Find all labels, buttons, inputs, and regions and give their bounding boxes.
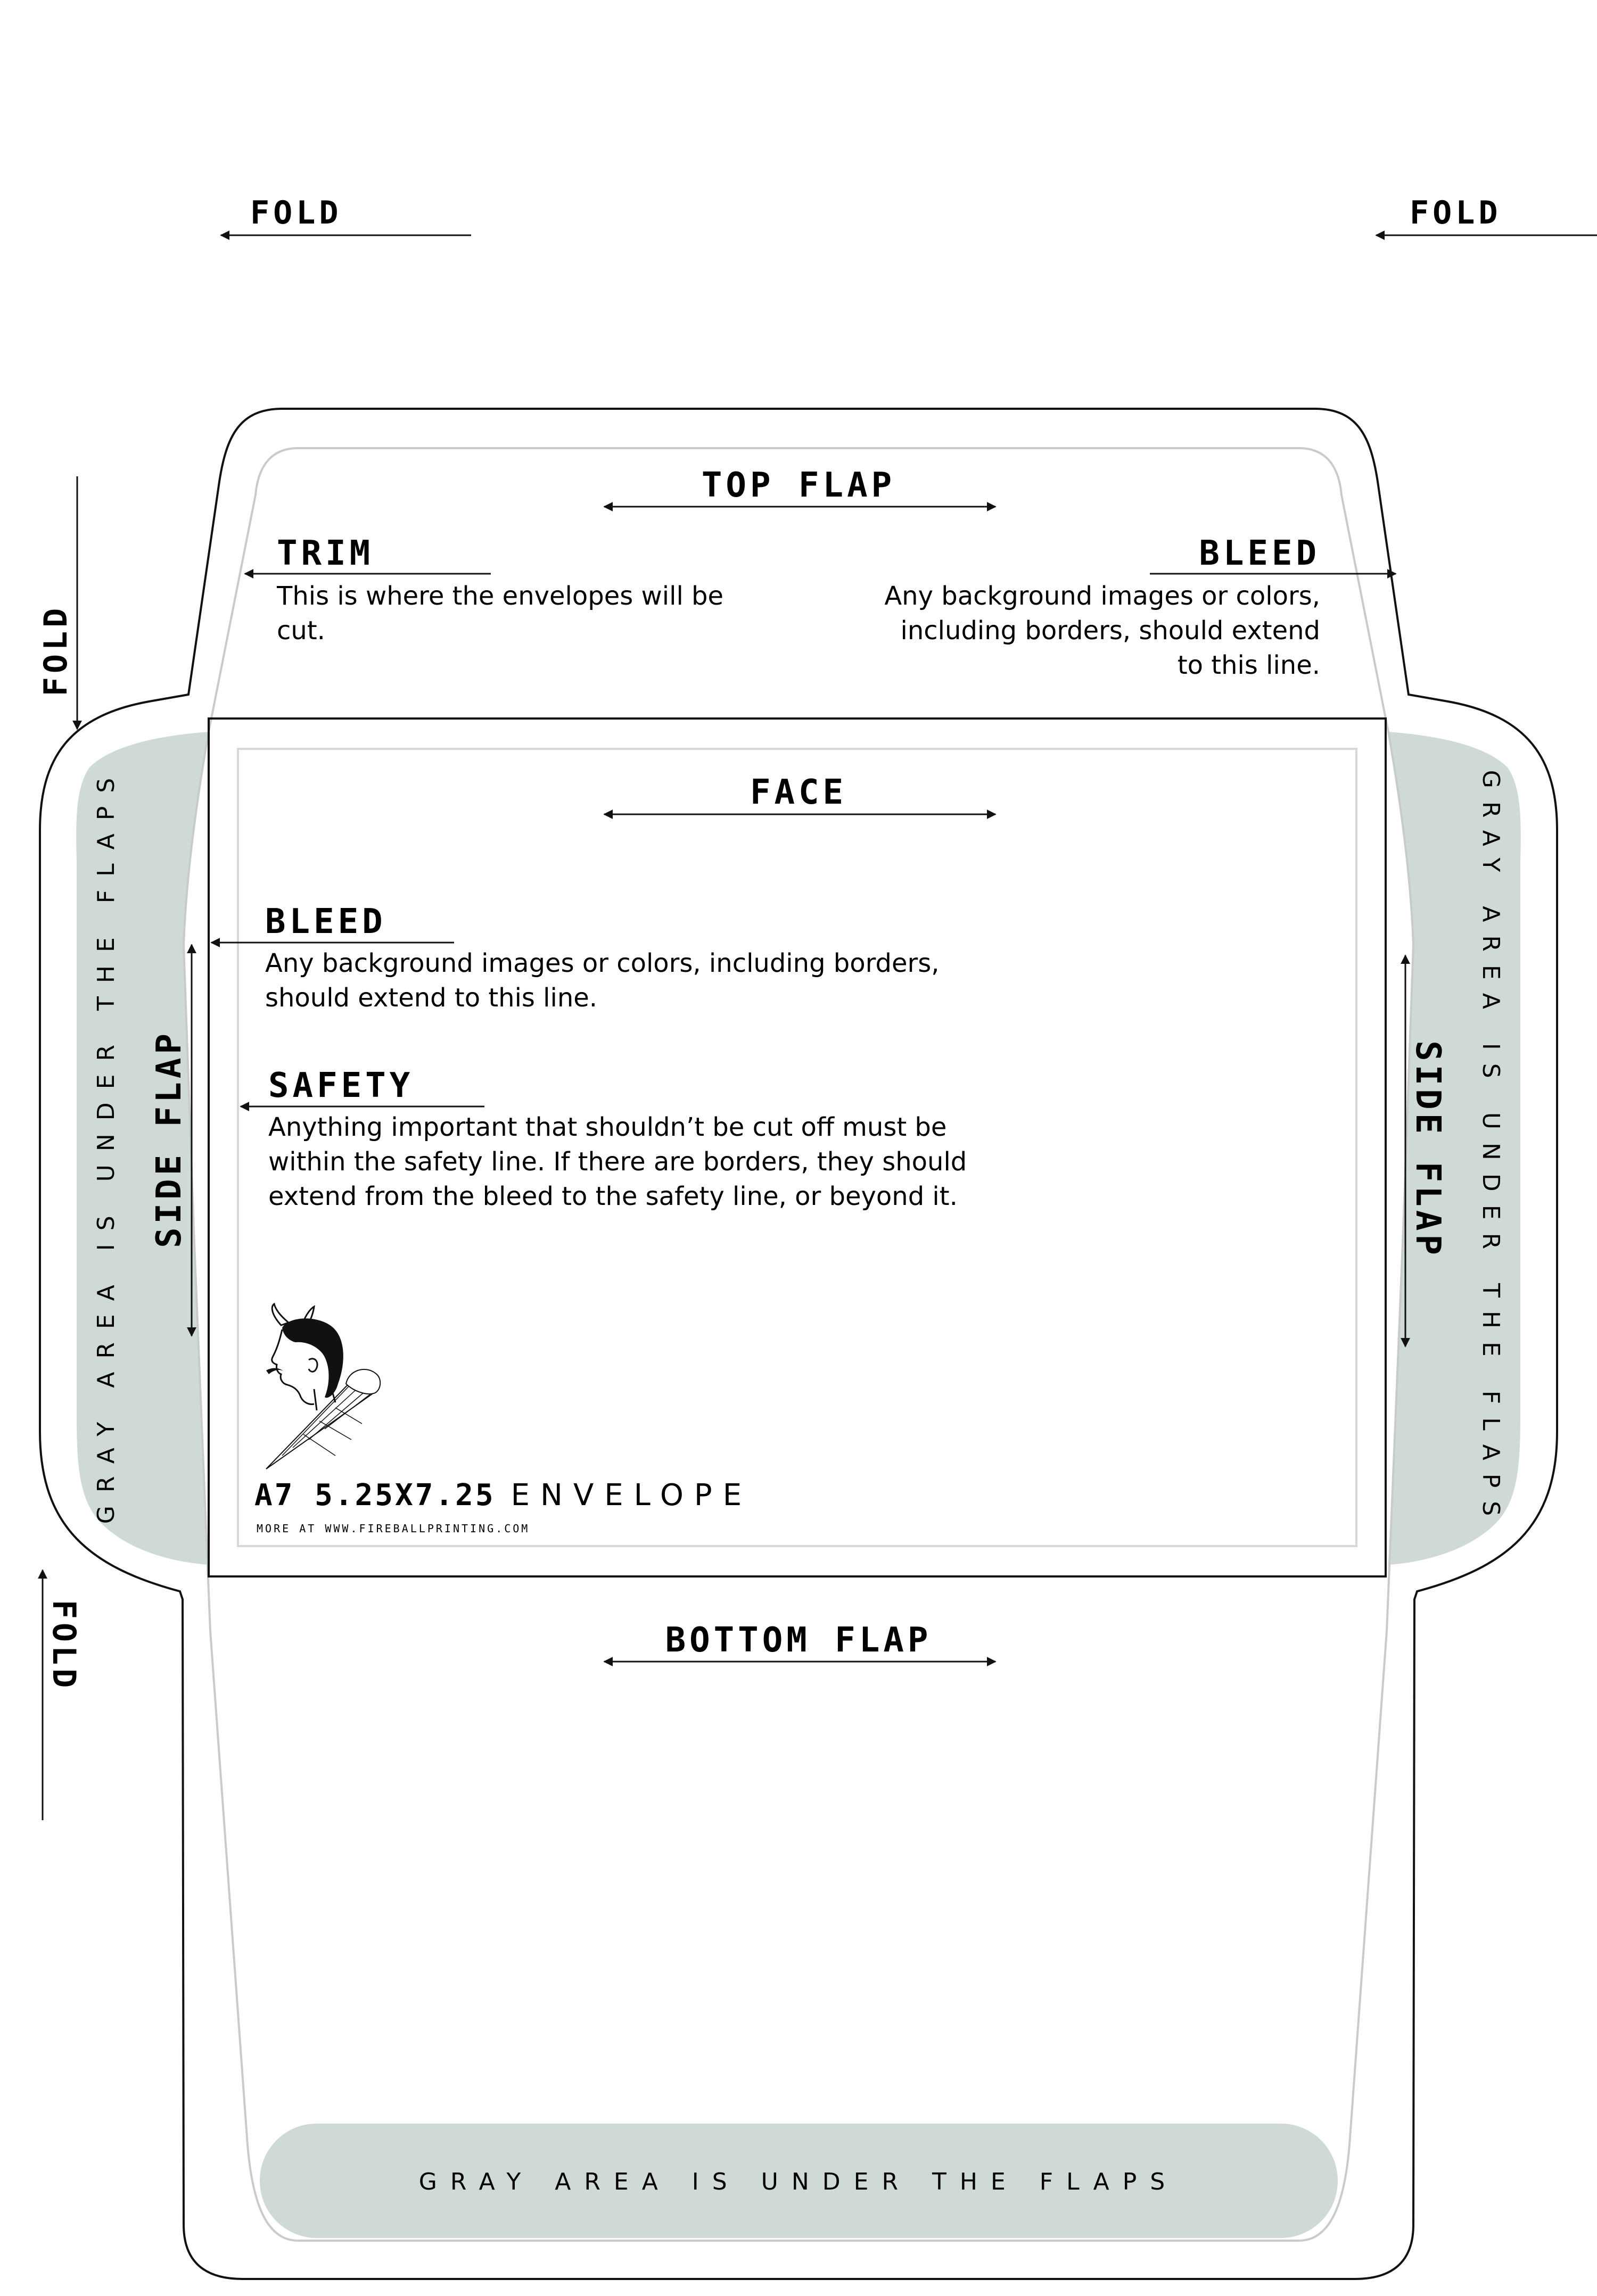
bottom-gray-area-note: GRAY AREA IS UNDER THE FLAPS <box>418 2168 1179 2195</box>
top-flap-title: TOP FLAP <box>701 466 896 505</box>
left-gray-area-note: GRAY AREA IS UNDER THE FLAPS <box>93 764 120 1524</box>
trim-line <box>37 409 1557 2279</box>
fold-label-top-left: FOLD <box>250 194 342 232</box>
devil-man-logo-icon <box>266 1304 380 1469</box>
product-size: A7 5.25X7.25 <box>254 1478 496 1513</box>
trim-title: TRIM <box>277 534 374 573</box>
right-side-flap-title: SIDE FLAP <box>1408 1040 1447 1259</box>
top-bleed-description: Any background images or colors, including borders, should extend to this line. <box>884 581 1320 680</box>
safety-description: Anything important that shouldn’t be cut off must be within the safety line. If there are borders, they should extend from the bleed to the safety line, or beyond it. <box>268 1112 967 1211</box>
fold-label-left-lower: FOLD <box>45 1599 83 1692</box>
fold-label-top-right: FOLD <box>1410 194 1502 232</box>
face-title: FACE <box>750 773 847 812</box>
safety-title: SAFETY <box>268 1066 414 1105</box>
face-bleed-description: Any background images or colors, including borders, should extend to this line. <box>265 948 940 1013</box>
top-bleed-title: BLEED <box>1199 534 1320 573</box>
left-side-flap-title: SIDE FLAP <box>150 1030 189 1248</box>
product-type: ENVELOPE <box>511 1478 753 1513</box>
bleed-line <box>184 448 1413 2241</box>
bottom-flap-title: BOTTOM FLAP <box>665 1621 932 1660</box>
right-gray-area-note: GRAY AREA IS UNDER THE FLAPS <box>1477 770 1504 1530</box>
website-text: MORE AT WWW.FIREBALLPRINTING.COM <box>257 1522 530 1535</box>
fold-label-left-upper: FOLD <box>37 604 75 697</box>
product-name-line <box>254 1478 753 1513</box>
trim-description: This is where the envelopes will be cut. <box>277 581 724 646</box>
face-bleed-title: BLEED <box>265 902 386 941</box>
